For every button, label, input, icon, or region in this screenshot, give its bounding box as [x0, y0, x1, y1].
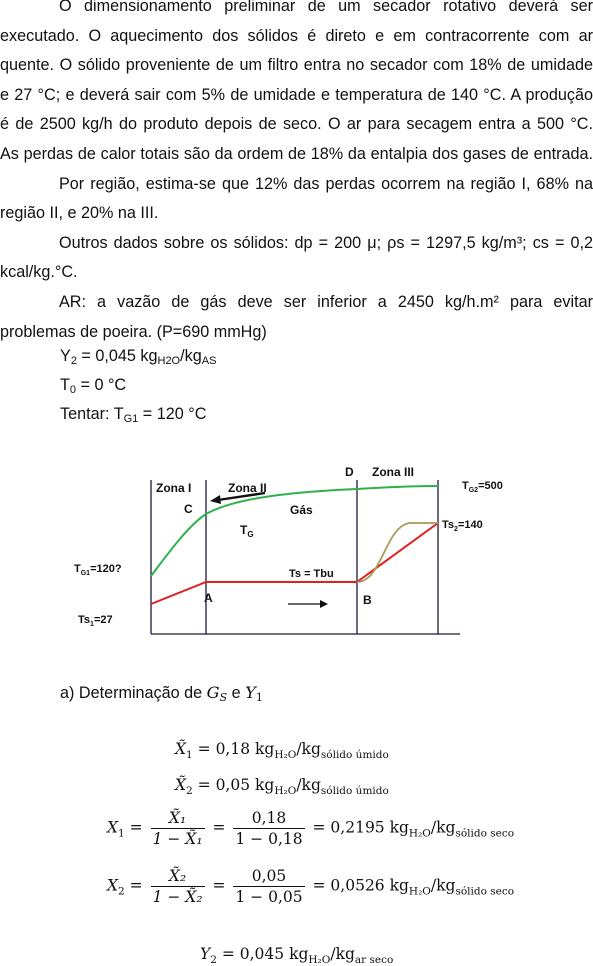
equation-xt1: $X̃_1 = 0,18$ $kg_{H_2O}/kg_{sólido úmido}$ — [175, 740, 389, 761]
solid-temperature-curve — [151, 523, 438, 604]
text-line: região II, e 20% na III. — [0, 204, 159, 223]
ts-tbu-label: Ts = Tbu — [289, 568, 334, 580]
point-d-label: D — [345, 465, 354, 479]
tg1-label: $T_{G1}=120$? — [74, 563, 122, 577]
text-line: Outros dados sobre os sólidos: dp = 200 μ; ρs = 1297,5 kg/m³; cs = 0,2 — [59, 233, 593, 252]
equation-x2: $X_2$ = $\frac{\text{X̃₂}}{\text{1 − X̃₂}}$ = $\frac{0,05}{1 - 0,05}$ = 0,0526 $kg_{H_2O}/kg_{sólido seco}$ — [107, 867, 515, 906]
point-b-label: B — [363, 593, 372, 607]
solid-flow-arrowhead — [320, 600, 328, 608]
text-line: O dimensionamento preliminar de um secador rotativo deverá ser — [59, 0, 593, 15]
point-c-label: C — [184, 502, 193, 516]
gas-flow-arrowhead — [210, 495, 221, 504]
zone-3-label: Zona III — [372, 465, 414, 479]
given-t0: $T_0 = 0$ °C — [60, 376, 127, 396]
gas-temperature-curve — [151, 486, 438, 576]
temperature-profile-diagram — [60, 456, 540, 636]
text-line: é de 2500 kg/h do produto depois de seco. O ar para secagem entra a 500 °C. — [0, 115, 593, 134]
text-line: kcal/kg.°C. — [0, 263, 78, 282]
equation-xt2: $X̃_2 = 0,05$ $kg_{H_2O}/kg_{sólido úmido}$ — [175, 776, 389, 797]
equation-y2: $Y_2 = 0,045$ $kg_{H_2O}/kg_{ar seco}$ — [200, 945, 394, 966]
text-line: e 27 °C; e deverá sair com 5% de umidade e temperatura de 140 °C. A produção — [0, 85, 593, 104]
zone-1-label: Zona I — [156, 481, 192, 495]
gas-label: Gás — [290, 503, 313, 517]
tg2-label: $T_{G2}=500$ — [462, 480, 503, 494]
given-tg1: Tentar: $T_{G1} = 120$ °C — [60, 405, 207, 425]
point-a-label: A — [204, 591, 213, 605]
zone-2-label: Zona II — [228, 481, 267, 495]
text-line: quente. O sólido proveniente de um filtro entra no secador com 18% de umidade — [0, 56, 593, 75]
text-line: problemas de poeira. (P=690 mmHg) — [0, 322, 267, 341]
ts2-label: $Ts_2=140$ — [442, 519, 483, 533]
tg-label: $T_G$ — [240, 523, 254, 539]
equation-x1: $X_1$ = $\frac{\text{X̃₁}}{\text{1 − X̃₁}}$ = $\frac{0,18}{1 - 0,18}$ = 0,2195 $kg_{H_2O}/kg_{sólido seco}$ — [107, 809, 515, 848]
text-line: Por região, estima-se que 12% das perdas ocorrem na região I, 68% na — [59, 174, 593, 193]
text-line: executado. O aquecimento dos sólidos é direto e em contracorrente com ar — [0, 26, 593, 45]
text-line: As perdas de calor totais são da ordem de 18% da entalpia dos gases de entrada. — [0, 145, 593, 163]
text-line: AR: a vazão de gás deve ser inferior a 2450 kg/h.m² para evitar — [59, 293, 593, 311]
section-a-heading: a) Determinação de $G_S$ e $Y_1$ — [60, 683, 263, 704]
ts1-label: $Ts_1=27$ — [78, 614, 113, 628]
given-y2: $Y_2 = 0,045$ $kg_{H2O}/kg_{AS}$ — [60, 347, 217, 367]
